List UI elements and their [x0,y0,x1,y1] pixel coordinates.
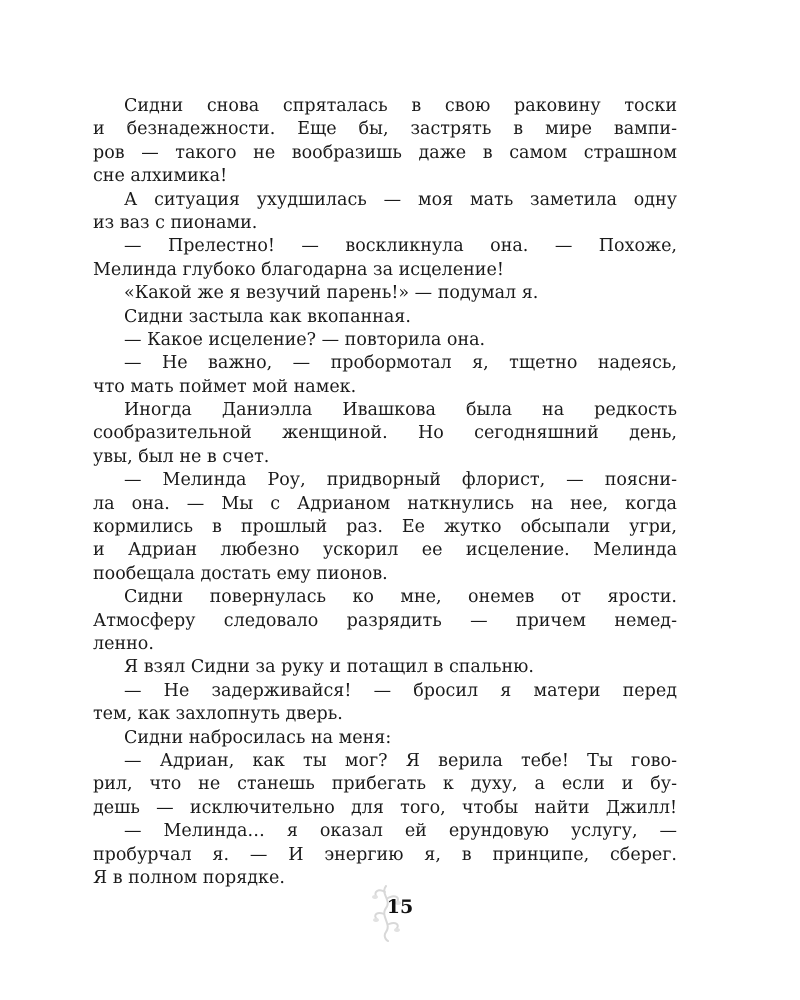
text-line: Сидни повернулась ко мне, онемев от ярости. [124,587,677,608]
text-line: из ваз с пионами. [93,212,258,233]
text-line: Сидни снова спряталась в свою раковину тоски [124,96,677,116]
text-line: и безнадежности. Еще бы, застрять в мире вампи- [93,119,677,140]
text-line: — Мелинда Роу, придворный флорист, — поясни- [124,470,677,491]
text-line: — Мелинда… я оказал ей ерундовую услугу, — [124,821,677,842]
text-line: Я в полном порядке. [93,867,285,888]
text-line: кормились в прошлый раз. Ее жутко обсыпали угри, [93,517,677,538]
text-line: — Не задерживайся! — бросил я матери перед [124,680,677,701]
text-line: тем, как захлопнуть дверь. [93,704,343,725]
text-line: А ситуация ухудшилась — моя мать заметила одну [124,189,677,210]
text-line: дешь — исключительно для того, чтобы найти Джилл! [93,797,677,818]
text-line: рил, что не станешь прибегать к духу, а если и бу- [93,774,677,795]
text-line: ла она. — Мы с Адрианом наткнулись на нее, когда [93,493,677,514]
text-line: сне алхимика! [93,166,228,187]
text-line: Мелинда глубоко благодарна за исцеление! [93,259,504,280]
text-line: и Адриан любезно ускорил ее исцеление. Мелинда [93,540,677,561]
text-line: Сидни застыла как вкопанная. [124,306,411,327]
text-line: — Не важно, — пробормотал я, тщетно надеясь, [124,353,677,374]
text-line: Иногда Даниэлла Ивашкова была на редкость [124,400,677,421]
text-line: пообещала достать ему пионов. [93,563,388,584]
text-line: — Какое исцеление? — повторила она. [124,329,486,350]
text-line: ленно. [93,633,154,654]
page-footer [0,884,800,944]
text-line: увы, был не в счет. [93,446,270,467]
text-line: пробурчал я. — И энергию я, в принципе, сберег. [93,844,677,865]
text-line: ров — такого не вообразишь даже в самом страшном [93,142,677,163]
text-line: Сидни набросилась на меня: [124,727,392,748]
text-line: сообразительной женщиной. Но сегодняшний день, [93,423,677,444]
body-text [93,95,677,890]
text-line: — Адриан, как ты мог? Я верила тебе! Ты гово- [124,750,677,771]
text-line: «Какой же я везучий парень!» — подумал я. [124,283,539,304]
text-line: что мать поймет мой намек. [93,376,357,397]
text-line: Атмосферу следовало разрядить — причем немед- [93,610,677,631]
page-number: 15 [386,896,414,918]
text-line: — Прелестно! — воскликнула она. — Похоже, [124,236,677,257]
text-line: Я взял Сидни за руку и потащил в спальню. [124,657,534,678]
